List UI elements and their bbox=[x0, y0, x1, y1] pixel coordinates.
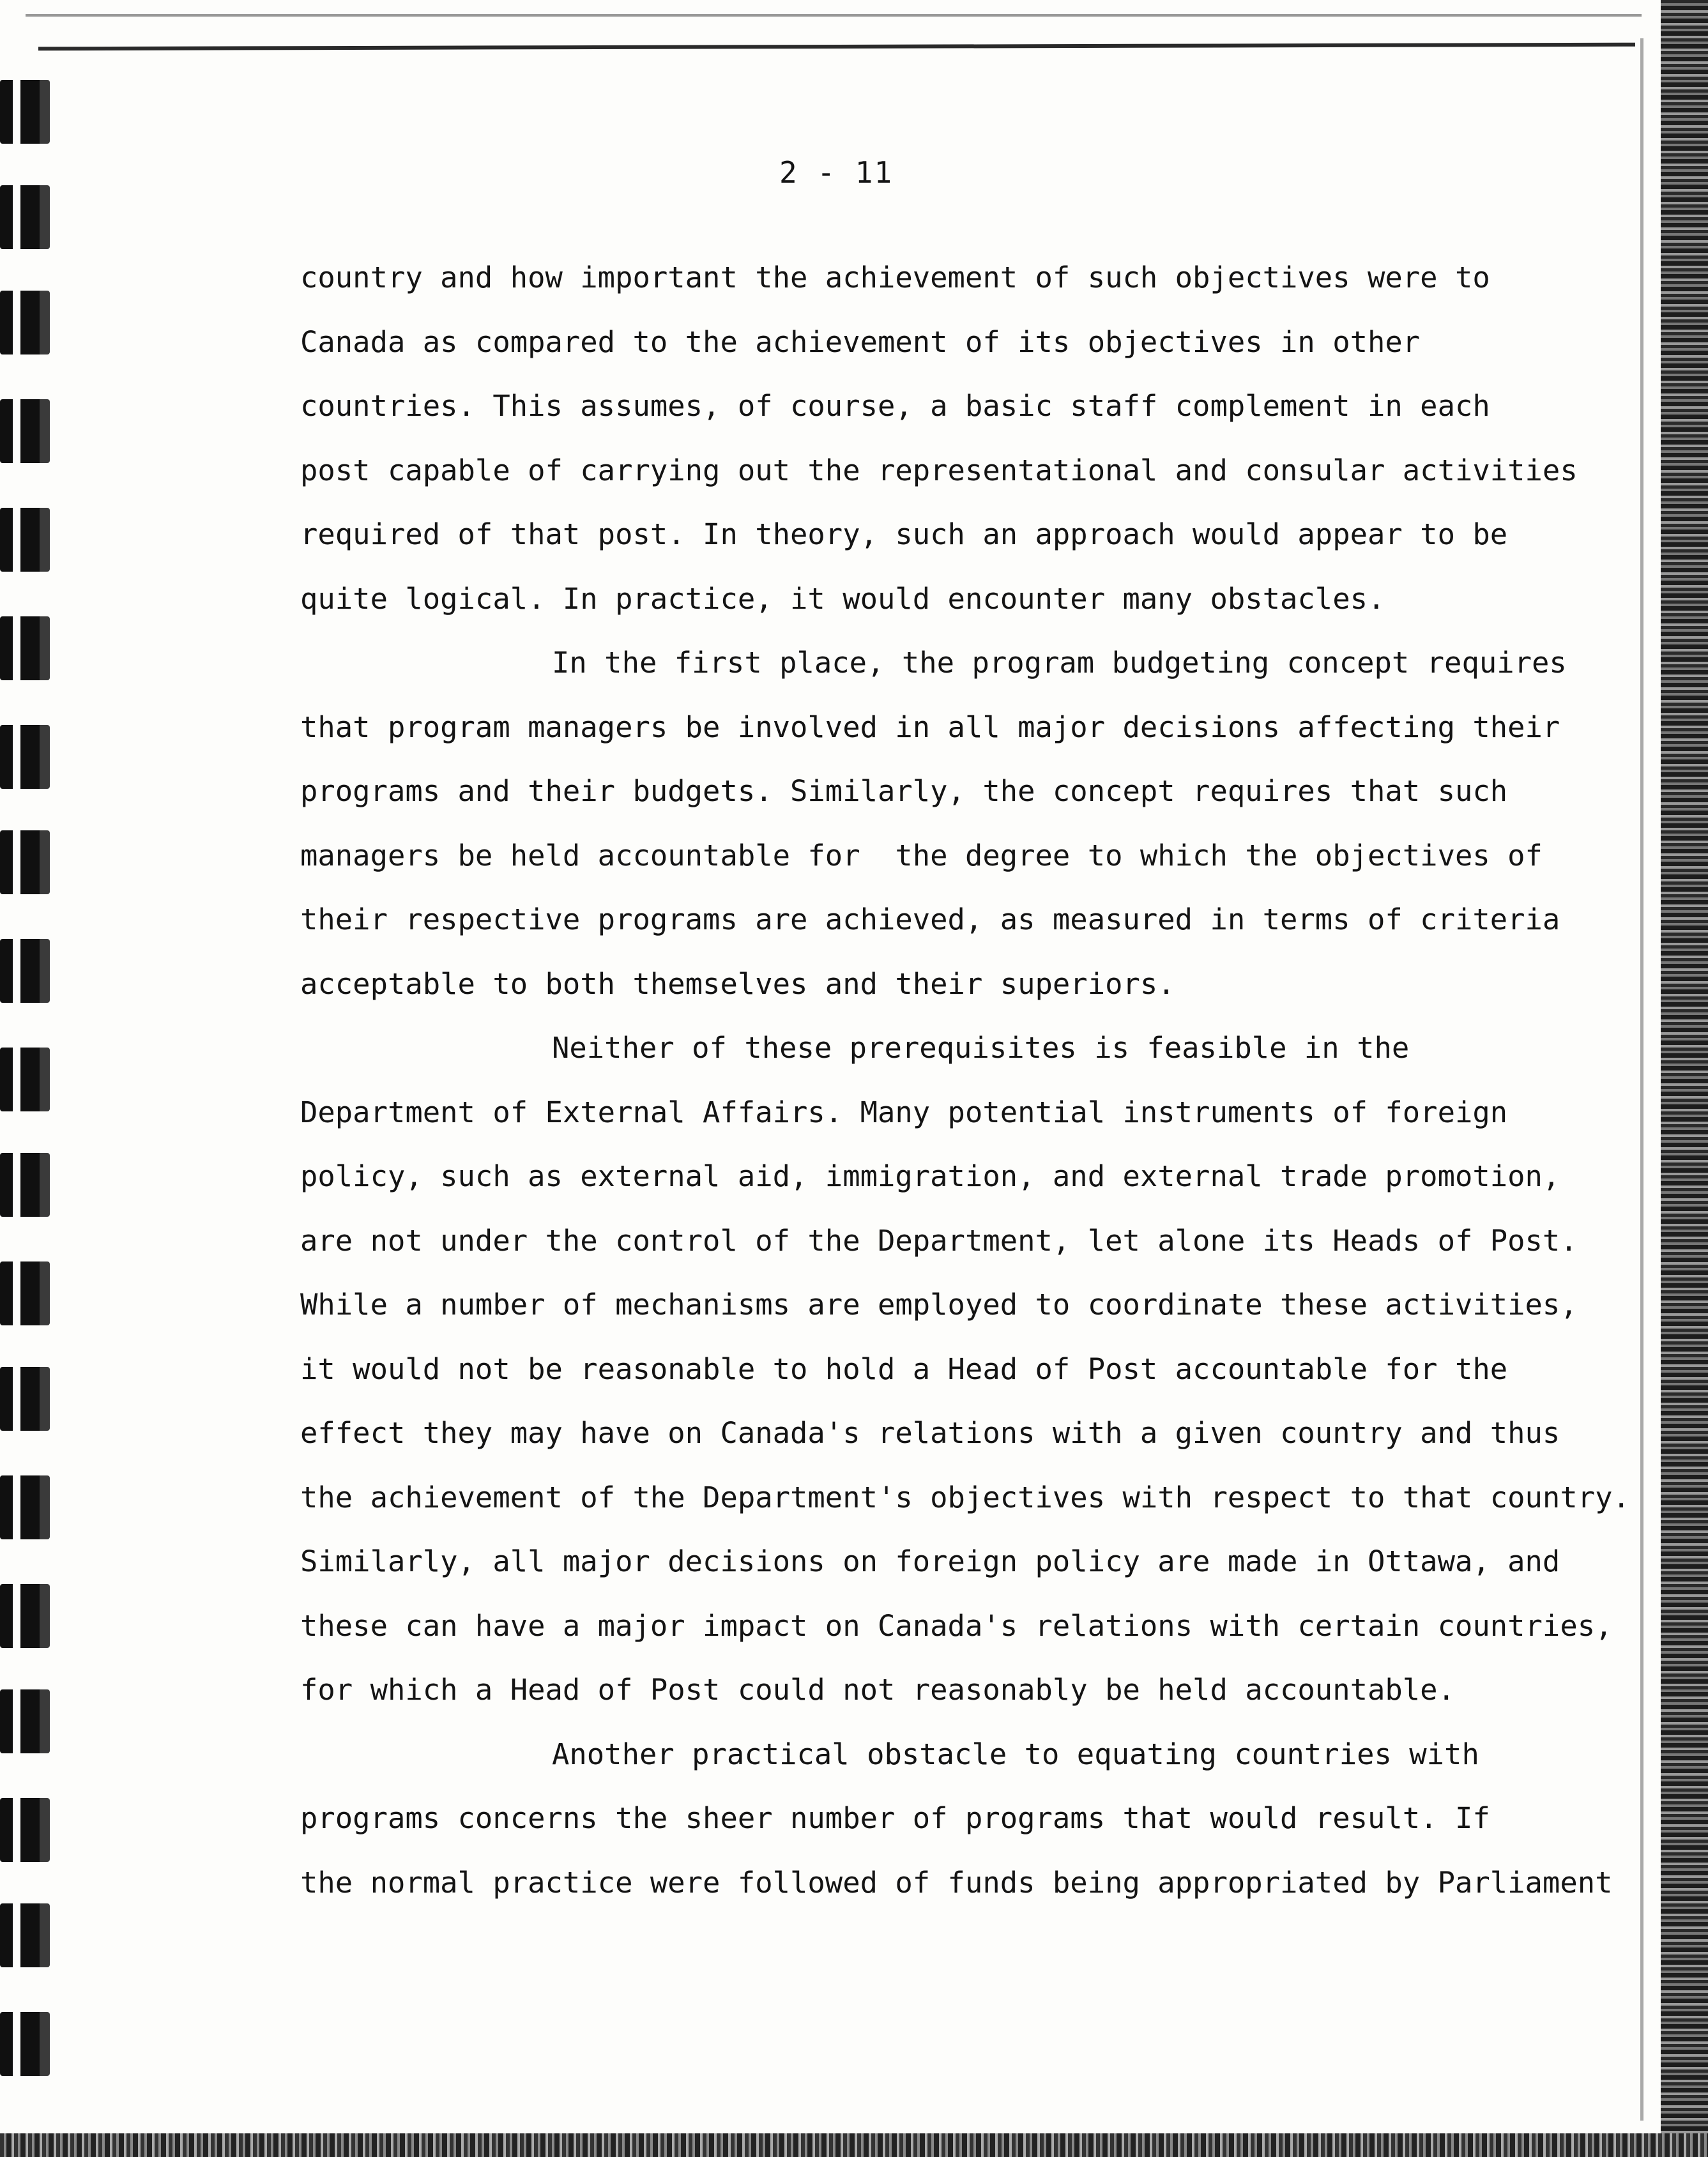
bottom-scan-edge bbox=[0, 2133, 1708, 2157]
binding-ring bbox=[0, 291, 50, 354]
binding-ring bbox=[0, 1584, 50, 1648]
binding-ring bbox=[0, 1048, 50, 1111]
text-line: programs and their budgets. Similarly, the concept requires that such bbox=[300, 774, 1508, 808]
text-line: these can have a major impact on Canada's relations with certain countries, bbox=[300, 1608, 1613, 1643]
binding-ring bbox=[0, 1798, 50, 1862]
binding-ring bbox=[0, 1153, 50, 1217]
text-line: the normal practice were followed of funds being appropriated by Parliament bbox=[300, 1865, 1613, 1900]
page-number: 2 - 11 bbox=[779, 155, 894, 190]
text-line: quite logical. In practice, it would encounter many obstacles. bbox=[300, 581, 1385, 616]
text-line: Department of External Affairs. Many potential instruments of foreign bbox=[300, 1095, 1508, 1129]
text-line: acceptable to both themselves and their superiors. bbox=[300, 966, 1175, 1001]
binding-ring bbox=[0, 1367, 50, 1431]
text-line: policy, such as external aid, immigration, and external trade promotion, bbox=[300, 1159, 1560, 1193]
binding-ring bbox=[0, 1475, 50, 1539]
binding-ring bbox=[0, 939, 50, 1003]
text-line: that program managers be involved in all major decisions affecting their bbox=[300, 710, 1560, 744]
text-line: managers be held accountable for the degree to which the objectives of bbox=[300, 838, 1543, 873]
text-line: programs concerns the sheer number of programs that would result. If bbox=[300, 1801, 1490, 1835]
binding-ring bbox=[0, 508, 50, 572]
binding-ring bbox=[0, 1261, 50, 1325]
binding-ring bbox=[0, 1689, 50, 1753]
text-line: countries. This assumes, of course, a basic staff complement in each bbox=[300, 389, 1490, 423]
text-line: required of that post. In theory, such an approach would appear to be bbox=[300, 517, 1508, 551]
text-line: effect they may have on Canada's relations with a given country and thus bbox=[300, 1416, 1560, 1450]
right-scan-edge bbox=[1661, 0, 1708, 2157]
top-scan-edge bbox=[26, 14, 1642, 17]
right-margin-line bbox=[1640, 38, 1643, 2121]
body-text bbox=[300, 246, 1630, 1915]
binding-ring bbox=[0, 1903, 50, 1967]
binding-ring bbox=[0, 80, 50, 144]
top-border-rule bbox=[38, 43, 1635, 51]
binding-ring bbox=[0, 185, 50, 249]
binding-ring bbox=[0, 616, 50, 680]
text-line: Another practical obstacle to equating countries with bbox=[552, 1737, 1479, 1771]
text-line: Similarly, all major decisions on foreign policy are made in Ottawa, and bbox=[300, 1544, 1560, 1578]
text-line: their respective programs are achieved, as measured in terms of criteria bbox=[300, 903, 1560, 936]
text-line: While a number of mechanisms are employed to coordinate these activities, bbox=[300, 1288, 1578, 1322]
text-line: country and how important the achievement of such objectives were to bbox=[300, 261, 1490, 294]
text-line: post capable of carrying out the representational and consular activities bbox=[300, 453, 1578, 487]
binding-ring bbox=[0, 830, 50, 894]
text-line: it would not be reasonable to hold a Head of Post accountable for the bbox=[300, 1352, 1508, 1386]
text-line: In the first place, the program budgeting concept requires bbox=[552, 646, 1567, 680]
text-line: Canada as compared to the achievement of its objectives in other bbox=[300, 324, 1421, 359]
text-line: the achievement of the Department's objectives with respect to that country. bbox=[300, 1480, 1630, 1514]
spiral-binding bbox=[0, 0, 57, 2157]
text-line: are not under the control of the Department, let alone its Heads of Post. bbox=[300, 1223, 1578, 1258]
binding-ring bbox=[0, 399, 50, 463]
text-line: Neither of these prerequisites is feasible in the bbox=[552, 1031, 1410, 1065]
text-line: for which a Head of Post could not reasonably be held accountable. bbox=[300, 1673, 1455, 1707]
binding-ring bbox=[0, 2012, 50, 2076]
binding-ring bbox=[0, 725, 50, 789]
